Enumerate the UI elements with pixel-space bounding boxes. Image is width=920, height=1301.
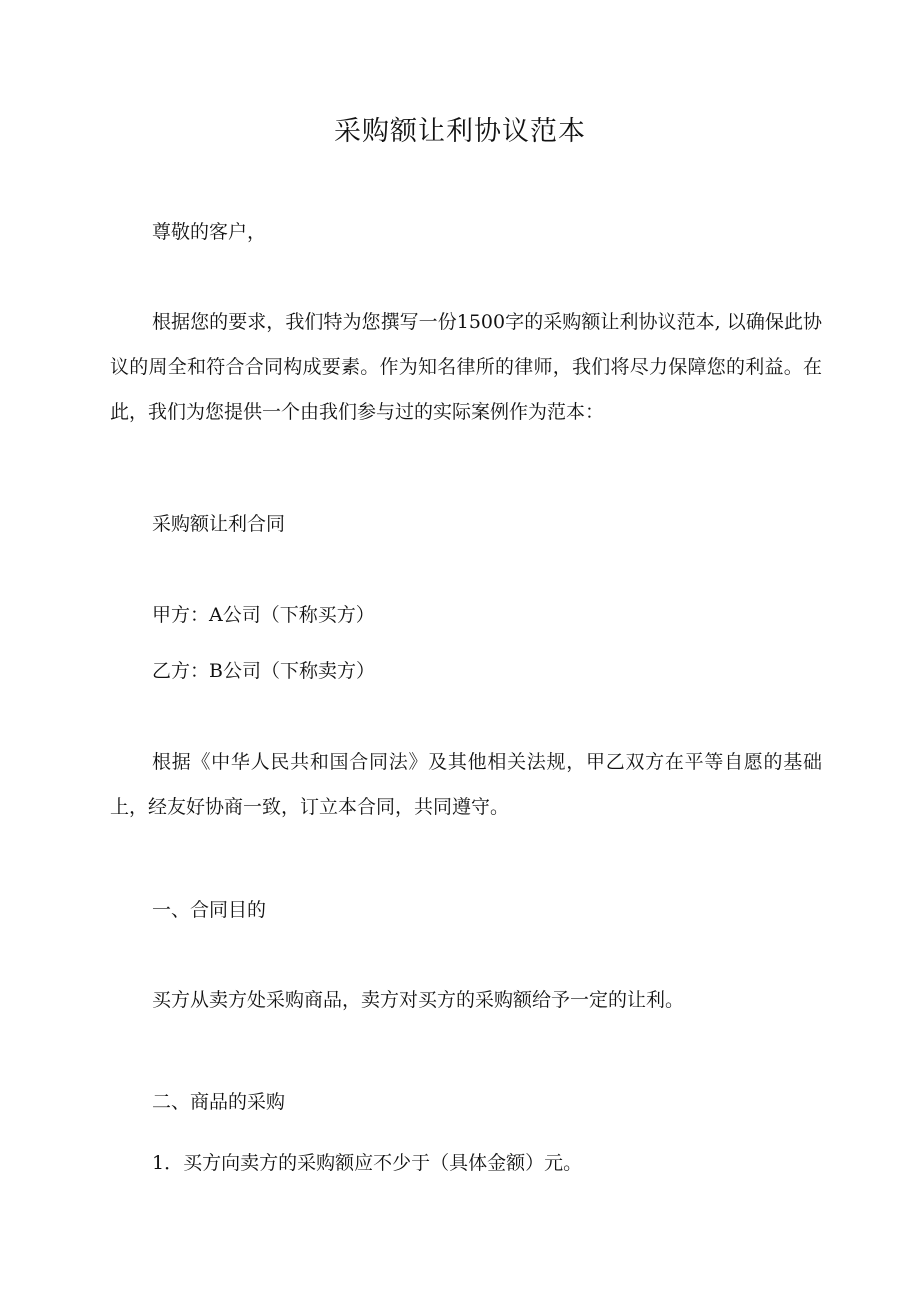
section-2-item-1: 1．买方向卖方的采购额应不少于（具体金额）元。 — [152, 1152, 583, 1174]
intro-paragraph: 根据您的要求，我们特为您撰写一份1500字的采购额让利协议范本, 以确保此协议的周全和符合合同构成要素。作为知名律所的律师，我们将尽力保障您的利益。在此，我们为您提供一个由我们参与过的实际案例作为范本： — [110, 311, 822, 423]
section-1-body: 买方从卖方处采购商品，卖方对买方的采购额给予一定的让利。 — [152, 989, 685, 1011]
section-2-heading: 二、商品的采购 — [152, 1091, 286, 1113]
contract-title: 采购额让利合同 — [152, 513, 286, 535]
section-1-heading: 一、合同目的 — [152, 899, 267, 921]
preamble-paragraph: 根据《中华人民共和国合同法》及其他相关法规，甲乙双方在平等自愿的基础上，经友好协商一致，订立本合同，共同遵守。 — [110, 751, 822, 818]
greeting: 尊敬的客户， — [152, 221, 267, 243]
party-b: 乙方：B公司（下称卖方） — [152, 660, 375, 682]
document-title: 采购额让利协议范本 — [334, 116, 586, 147]
party-a: 甲方：A公司（下称买方） — [152, 604, 375, 626]
